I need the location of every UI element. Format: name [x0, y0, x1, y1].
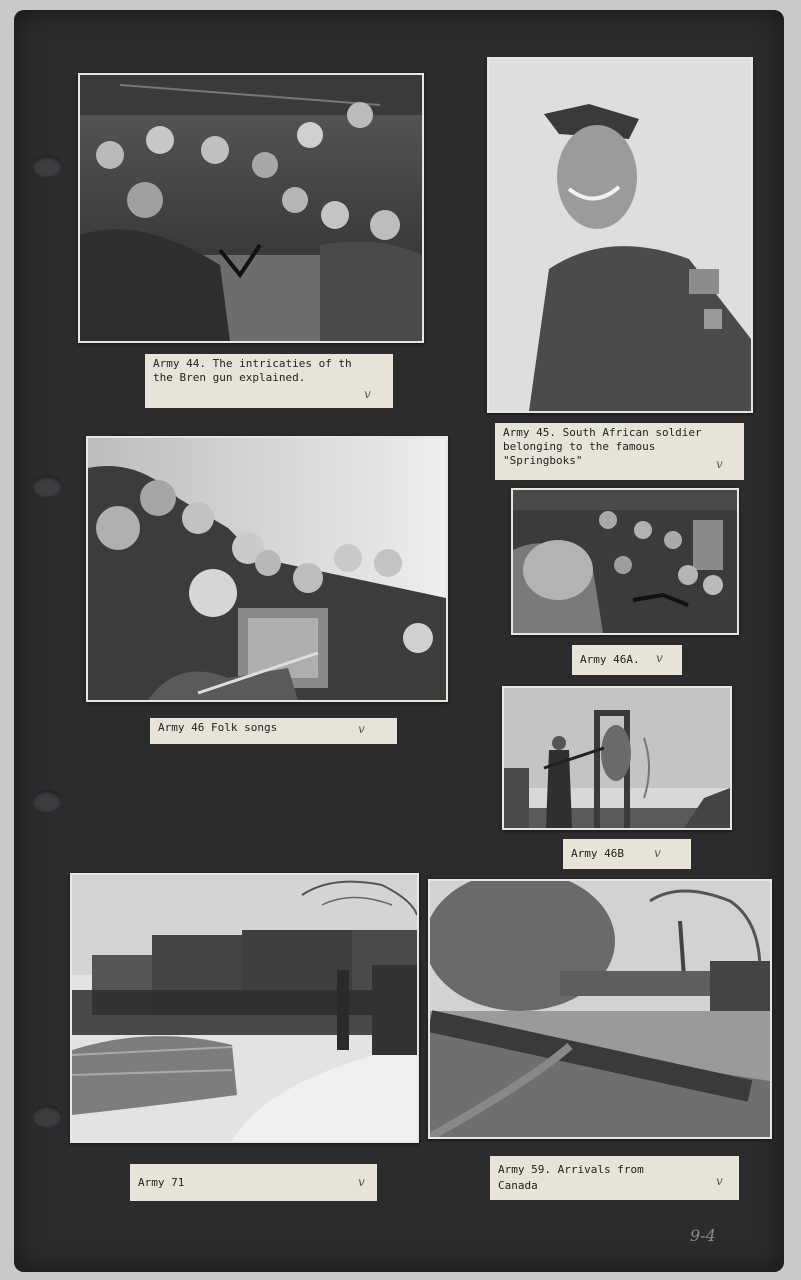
check-mark: v	[716, 457, 723, 471]
binder-hole	[32, 155, 62, 177]
check-mark: v	[654, 846, 661, 860]
caption-army-71: Army 71	[130, 1164, 377, 1201]
page-number: 9-4	[690, 1226, 716, 1245]
photo-army-44	[78, 73, 424, 343]
photo-army-59	[428, 879, 772, 1139]
photo-army-46a	[511, 488, 739, 635]
binder-hole	[32, 790, 62, 812]
photo-army-46	[86, 436, 448, 702]
check-mark: v	[364, 387, 371, 401]
caption-army-59: Army 59. Arrivals from Canada	[490, 1156, 739, 1200]
photo-army-45	[487, 57, 753, 413]
caption-army-46a: Army 46A.	[572, 645, 682, 675]
check-mark: v	[358, 1175, 365, 1189]
photo-army-46b	[502, 686, 732, 830]
check-mark: v	[358, 722, 365, 736]
caption-army-44: Army 44. The intricaties of th the Bren gun explained.	[145, 354, 393, 408]
photo-army-71	[70, 873, 419, 1143]
binder-hole	[32, 1105, 62, 1127]
check-mark: v	[716, 1174, 723, 1188]
caption-army-46: Army 46 Folk songs	[150, 718, 397, 744]
caption-army-45: Army 45. South African soldier belonging to the famous "Springboks"	[495, 423, 744, 480]
check-mark: v	[656, 651, 663, 665]
binder-hole	[32, 475, 62, 497]
caption-army-46b: Army 46B	[563, 839, 691, 869]
